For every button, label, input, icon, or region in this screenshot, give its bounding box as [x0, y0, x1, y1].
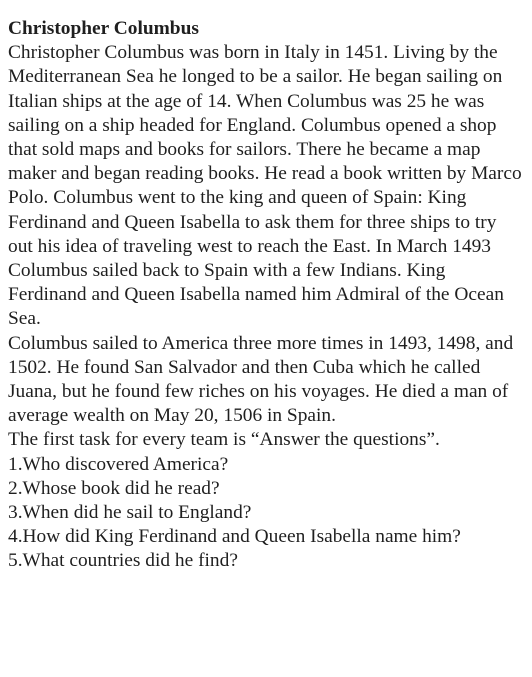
paragraph-voyages: Columbus sailed to America three more times in 1493, 1498, and 1502. He found San Salvador and then Cuba which he called Juana, but he found few riches on his voyages. He died a man of average wealth on May 20, 1506 in Spain. [8, 332, 514, 427]
question-item: 5.What countries did he find? [8, 550, 238, 572]
document-title: Christopher Columbus [8, 18, 199, 39]
paragraph-biography: Christopher Columbus was born in Italy in 1451. Living by the Mediterranean Sea he longed to be a sailor. He began sailing on Italian ships at the age of 14. When Columbus was 25 he was sailing on a ship headed for England. Columbus opened a shop that sold maps and books for sailors. There he became a map maker and began reading books. He read a book written by Marco Polo. Columbus went to the king and queen of Spain: King Ferdinand and Queen Isabella to ask them for three ships to try out his idea of traveling west to reach the East. In March 1493 Columbus sailed back to Spain with a few Indians. King Ferdinand and Queen Isabella named him Admiral of the Ocean Sea. [8, 42, 522, 330]
question-list [8, 453, 526, 574]
document-page [8, 17, 526, 574]
question-item: 3.When did he sail to England? [8, 502, 252, 524]
task-intro: The first task for every team is “Answer the questions”. [8, 429, 440, 451]
question-item: 2.Whose book did he read? [8, 477, 220, 499]
question-item: 1.Who discovered America? [8, 453, 229, 475]
question-item: 4.How did King Ferdinand and Queen Isabella name him? [8, 526, 461, 548]
